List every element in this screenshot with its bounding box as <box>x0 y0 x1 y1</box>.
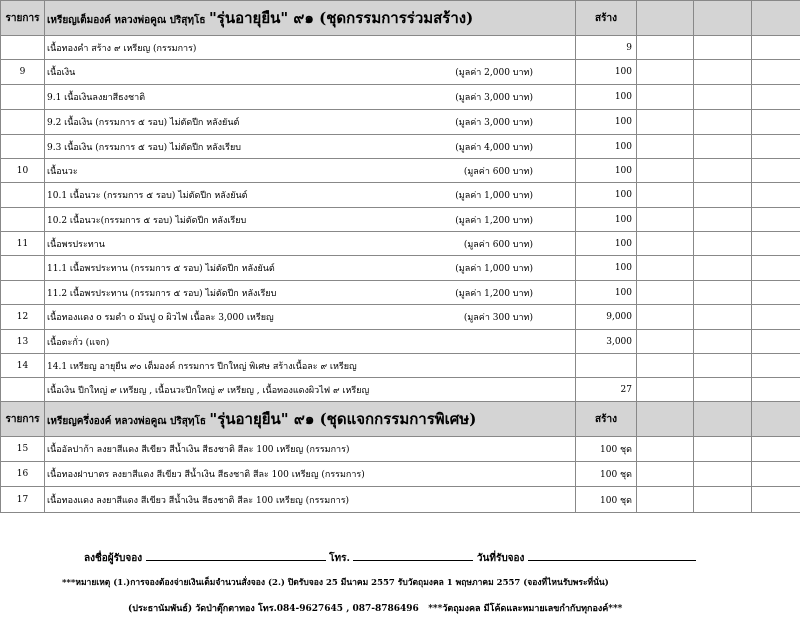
quantity <box>576 354 637 378</box>
entry-cell[interactable] <box>752 60 800 85</box>
table-row <box>1 110 800 135</box>
item-description: 9.1 เนื้อเงินลงยาสีธงชาติ <box>47 93 146 103</box>
description-cell <box>45 487 576 513</box>
quantity: 100 <box>576 159 637 183</box>
item-price: (มูลค่า 600 บาท) <box>463 166 533 177</box>
description-cell <box>45 437 576 462</box>
item-number: 12 <box>1 305 45 330</box>
table-row <box>1 183 800 208</box>
description-cell <box>45 305 576 330</box>
entry-cell[interactable] <box>752 281 800 305</box>
entry-cell[interactable] <box>752 85 800 110</box>
entry-cell[interactable] <box>694 462 752 487</box>
quantity: 9 <box>576 36 637 60</box>
description-cell <box>45 354 576 378</box>
item-column-header: รายการ <box>1 1 45 36</box>
entry-cell[interactable] <box>752 487 800 513</box>
description-cell <box>45 281 576 305</box>
entry-cell[interactable] <box>752 232 800 256</box>
description-cell <box>45 110 576 135</box>
description-cell <box>45 183 576 208</box>
quantity: 27 <box>576 378 637 402</box>
entry-cell[interactable] <box>637 487 694 513</box>
entry-cell[interactable] <box>694 159 752 183</box>
entry-cell[interactable] <box>637 183 694 208</box>
date-label: วันที่รับจอง <box>476 553 525 564</box>
table-row <box>1 281 800 305</box>
table-row <box>1 487 800 513</box>
table-row <box>1 378 800 402</box>
item-number: 13 <box>1 330 45 354</box>
header1-row <box>1 1 800 36</box>
entry-cell[interactable] <box>694 354 752 378</box>
item-description: เนื้ออัลปาก้า ลงยาสีแดง สีเขียว สีน้ำเงิน สีธงชาติ สีละ 100 เหรียญ (กรรมการ) <box>47 445 350 455</box>
remark-note: ***หมายเหตุ (1.)การจองต้องจ่ายเงินเต็มจำนวนสั่งจอง (2.) ปิดรับจอง 25 มีนาคม 2557 รับวัตถุมงคล 1 พฤษภาคม 2557 (จองที่ไหนรับพระที่นั่น) <box>62 578 609 588</box>
item-price: (มูลค่า 3,000 บาท) <box>455 118 533 128</box>
item-price: (มูลค่า 2,000 บาท) <box>455 68 533 78</box>
item-description: เนื้อทองแดง ลงยาสีแดง สีเขียว สีน้ำเงิน สีธงชาติ สีละ 100 เหรียญ (กรรมการ) <box>47 495 350 506</box>
item-price: (มูลค่า 3,000 บาท) <box>455 93 533 103</box>
blank-cell <box>694 1 752 36</box>
blank-cell <box>752 1 800 36</box>
entry-cell[interactable] <box>752 36 800 60</box>
item-price: (มูลค่า 300 บาท) <box>463 313 533 323</box>
section-title <box>45 402 576 437</box>
description-cell <box>45 36 576 60</box>
item-description: 9.3 เนื้อเงิน (กรรมการ ๕ รอบ) ไม่ตัดปีก หลังเรียบ <box>47 142 241 153</box>
entry-cell[interactable] <box>694 36 752 60</box>
entry-cell[interactable] <box>694 256 752 281</box>
blank-cell <box>637 402 694 437</box>
header2-row <box>1 402 800 437</box>
entry-cell[interactable] <box>694 135 752 159</box>
item-price: (มูลค่า 1,200 บาท) <box>455 215 533 226</box>
item-description: 9.2 เนื้อเงิน (กรรมการ ๕ รอบ) ไม่ตัดปีก หลังยันต์ <box>47 118 240 128</box>
item-number <box>1 378 45 402</box>
quantity-column-header: สร้าง <box>576 1 637 36</box>
description-cell <box>45 330 576 354</box>
quantity: 100 <box>576 208 637 232</box>
table-row <box>1 232 800 256</box>
item-number: 11 <box>1 232 45 256</box>
signature-line <box>84 550 696 566</box>
description-cell <box>45 232 576 256</box>
phone-label: โทร. <box>329 553 350 564</box>
code-note: ***วัตถุมงคล มีโค้ดและหมายเลขกำกับทุกองค์*** <box>428 604 623 614</box>
phone-blank[interactable] <box>353 550 473 561</box>
item-number <box>1 135 45 159</box>
entry-cell[interactable] <box>752 330 800 354</box>
table-row <box>1 330 800 354</box>
item-number <box>1 85 45 110</box>
item-price: (มูลค่า 1,000 บาท) <box>455 191 533 201</box>
item-price: (มูลค่า 1,000 บาท) <box>455 264 533 274</box>
item-number <box>1 36 45 60</box>
entry-cell[interactable] <box>694 281 752 305</box>
table-row <box>1 437 800 462</box>
quantity: 100 <box>576 232 637 256</box>
table-row <box>1 159 800 183</box>
contact-text: (ประธานัมพันธ์) วัดป่าตุ๊กตาทอง โทร.084-9627645 , 087-8786496 <box>128 604 419 614</box>
section-title <box>45 1 576 36</box>
entry-cell[interactable] <box>637 281 694 305</box>
table-row <box>1 256 800 281</box>
entry-cell[interactable] <box>637 159 694 183</box>
entry-cell[interactable] <box>637 36 694 60</box>
entry-cell[interactable] <box>752 462 800 487</box>
entry-cell[interactable] <box>637 305 694 330</box>
description-cell <box>45 135 576 159</box>
item-description: เนื้อทองฝาบาตร ลงยาสีแดง สีเขียว สีน้ำเงิน สีธงชาติ สีละ 100 เหรียญ (กรรมการ) <box>47 470 365 480</box>
entry-cell[interactable] <box>637 85 694 110</box>
entry-cell[interactable] <box>637 60 694 85</box>
item-price: (มูลค่า 1,200 บาท) <box>455 288 533 299</box>
item-number: 10 <box>1 159 45 183</box>
entry-cell[interactable] <box>752 208 800 232</box>
description-cell <box>45 60 576 85</box>
entry-cell[interactable] <box>752 305 800 330</box>
item-description: เนื้อเงิน ปีกใหญ่ ๙ เหรียญ , เนื้อนวะปีกใหญ่ ๙ เหรียญ , เนื้อทองแดงผิวไฟ ๙ เหรียญ <box>47 385 370 396</box>
item-number <box>1 256 45 281</box>
entry-cell[interactable] <box>694 183 752 208</box>
entry-cell[interactable] <box>637 256 694 281</box>
item-number <box>1 110 45 135</box>
entry-cell[interactable] <box>752 135 800 159</box>
quantity: 100 <box>576 110 637 135</box>
entry-cell[interactable] <box>637 232 694 256</box>
item-price: (มูลค่า 600 บาท) <box>463 239 533 250</box>
entry-cell[interactable] <box>694 487 752 513</box>
entry-cell[interactable] <box>637 462 694 487</box>
entry-cell[interactable] <box>694 305 752 330</box>
entry-cell[interactable] <box>637 437 694 462</box>
quantity: 9,000 <box>576 305 637 330</box>
quantity: 100 ชุด <box>576 462 637 487</box>
entry-cell[interactable] <box>637 135 694 159</box>
entry-cell[interactable] <box>694 437 752 462</box>
item-description: เนื้อทองคำ สร้าง ๙ เหรียญ (กรรมการ) <box>47 43 197 54</box>
blank-cell <box>637 1 694 36</box>
table-row <box>1 36 800 60</box>
item-number: 16 <box>1 462 45 487</box>
blank-cell <box>694 402 752 437</box>
sign-label: ลงชื่อผู้รับจอง <box>84 553 143 564</box>
item-description: 11.2 เนื้อพรประทาน (กรรมการ ๕ รอบ) ไม่ตัดปีก หลังเรียบ <box>47 288 277 299</box>
item-number <box>1 208 45 232</box>
title-big: "รุ่นอายุยืน" ๙๑ (ชุดกรรมการร่วมสร้าง) <box>208 9 474 27</box>
item-number: 9 <box>1 60 45 85</box>
quantity: 100 <box>576 281 637 305</box>
item-description: เนื้อทองแดง o รมดำ o มันปู o ผิวไฟ เนื้อละ 3,000 เหรียญ <box>47 313 274 323</box>
title-big: "รุ่นอายุยืน" ๙๑ (ชุดแจกกรรมการพิเศษ) <box>209 410 477 428</box>
quantity: 100 <box>576 183 637 208</box>
quantity: 100 ชุด <box>576 437 637 462</box>
quantity: 100 ชุด <box>576 487 637 513</box>
blank-cell <box>752 402 800 437</box>
entry-cell[interactable] <box>694 208 752 232</box>
entry-cell[interactable] <box>694 85 752 110</box>
description-cell <box>45 462 576 487</box>
table-row <box>1 462 800 487</box>
title-prefix: เหรียญเต็มองค์ หลวงพ่อคูณ ปริสุทฺโธ <box>47 15 206 26</box>
entry-cell[interactable] <box>752 354 800 378</box>
description-cell <box>45 208 576 232</box>
item-number: 17 <box>1 487 45 513</box>
quantity: 100 <box>576 135 637 159</box>
item-description: เนื้อเงิน <box>47 68 76 78</box>
title-prefix: เหรียญครึ่งองค์ หลวงพ่อคูณ ปริสุทฺโธ <box>47 416 206 427</box>
table-row <box>1 305 800 330</box>
date-blank[interactable] <box>528 550 696 561</box>
entry-cell[interactable] <box>752 159 800 183</box>
item-description: 14.1 เหรียญ อายุยืน ๙๐ เต็มองค์ กรรมการ ปีกใหญ่ พิเศษ สร้างเนื้อละ ๙ เหรียญ <box>47 361 357 372</box>
description-cell <box>45 85 576 110</box>
entry-cell[interactable] <box>752 256 800 281</box>
item-number <box>1 281 45 305</box>
item-description: 11.1 เนื้อพรประทาน (กรรมการ ๕ รอบ) ไม่ตัดปีก หลังยันต์ <box>47 264 275 274</box>
table-row <box>1 208 800 232</box>
entry-cell[interactable] <box>637 378 694 402</box>
item-number <box>1 183 45 208</box>
quantity: 100 <box>576 60 637 85</box>
entry-cell[interactable] <box>637 354 694 378</box>
table-row <box>1 85 800 110</box>
table-row <box>1 135 800 159</box>
entry-cell[interactable] <box>694 110 752 135</box>
item-description: เนื้อนวะ <box>47 166 78 177</box>
sign-blank[interactable] <box>146 550 326 561</box>
contact-info <box>128 601 622 615</box>
table-row <box>1 60 800 85</box>
entry-cell[interactable] <box>694 232 752 256</box>
quantity: 100 <box>576 256 637 281</box>
entry-cell[interactable] <box>694 60 752 85</box>
entry-cell[interactable] <box>694 330 752 354</box>
entry-cell[interactable] <box>694 378 752 402</box>
entry-cell[interactable] <box>637 330 694 354</box>
entry-cell[interactable] <box>752 437 800 462</box>
item-price: (มูลค่า 4,000 บาท) <box>455 142 533 153</box>
description-cell <box>45 159 576 183</box>
item-description: 10.2 เนื้อนวะ(กรรมการ ๕ รอบ) ไม่ตัดปีก หลังเรียบ <box>47 215 247 226</box>
entry-cell[interactable] <box>637 208 694 232</box>
entry-cell[interactable] <box>752 378 800 402</box>
entry-cell[interactable] <box>637 110 694 135</box>
item-description: 10.1 เนื้อนวะ (กรรมการ ๕ รอบ) ไม่ตัดปีก หลังยันต์ <box>47 191 248 201</box>
quantity-column-header: สร้าง <box>576 402 637 437</box>
item-column-header: รายการ <box>1 402 45 437</box>
table-row <box>1 354 800 378</box>
entry-cell[interactable] <box>752 110 800 135</box>
item-number: 15 <box>1 437 45 462</box>
item-description: เนื้อตะกั่ว (แจก) <box>47 337 110 348</box>
description-cell <box>45 256 576 281</box>
quantity: 100 <box>576 85 637 110</box>
description-cell <box>45 378 576 402</box>
item-description: เนื้อพรประทาน <box>47 239 105 250</box>
item-number: 14 <box>1 354 45 378</box>
entry-cell[interactable] <box>752 183 800 208</box>
quantity: 3,000 <box>576 330 637 354</box>
